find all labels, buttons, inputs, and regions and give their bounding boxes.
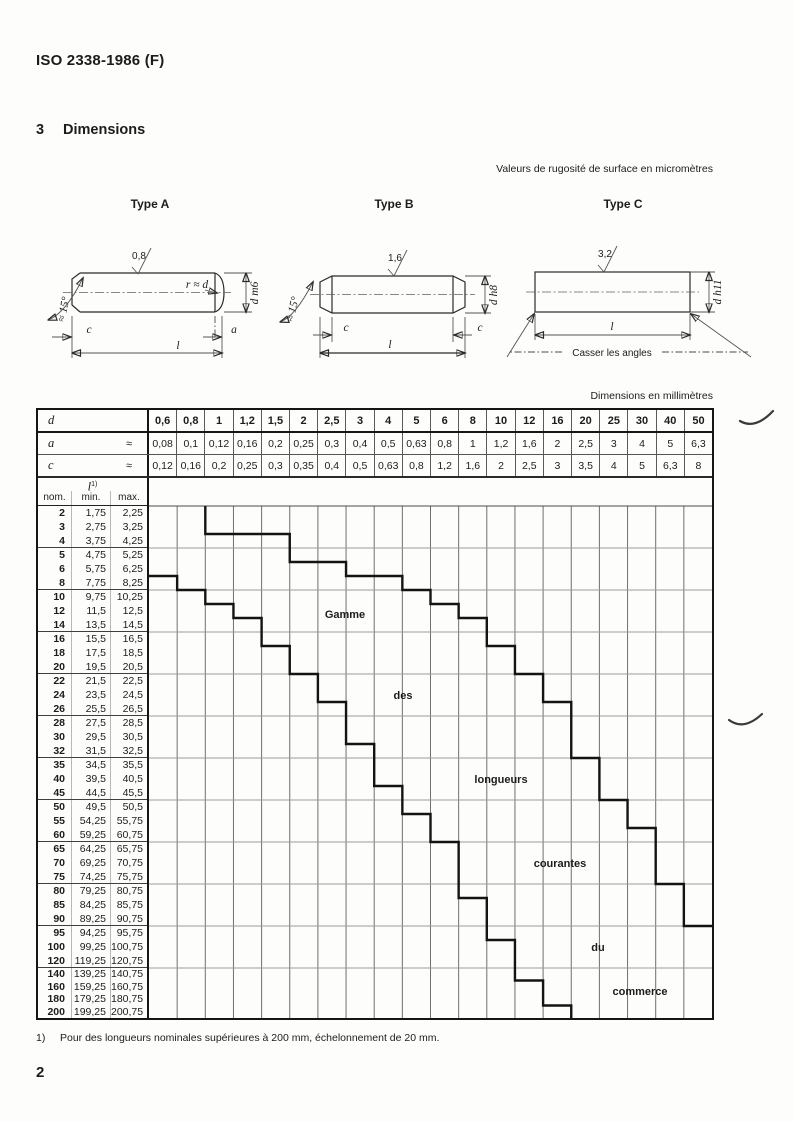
dimensions-table (36, 408, 714, 1020)
length-cell: 25,5 (71, 702, 110, 716)
length-cell: 65 (53, 843, 65, 855)
length-group (38, 884, 147, 926)
table-value-cell: 2,5 (317, 410, 345, 431)
table-value-cell: 1,6 (515, 433, 543, 454)
length-cell: 40,5 (110, 772, 147, 786)
length-cell: 3 (59, 521, 65, 533)
table-value-cell: 0,2 (261, 433, 289, 454)
table-value-cell: 16 (543, 410, 571, 431)
length-row (38, 576, 147, 590)
table-value-cell: 1,5 (261, 410, 289, 431)
length-cell: 95 (53, 927, 65, 939)
length-group (38, 506, 147, 548)
length-cell: 99,25 (71, 940, 110, 954)
length-cell: 35,5 (110, 758, 147, 772)
length-column (38, 478, 149, 1018)
corridor-label: commerce (612, 986, 668, 998)
radius-label: r ≈ d (185, 279, 209, 291)
length-cell: 120 (47, 955, 65, 967)
length-cell: 55 (53, 815, 65, 827)
length-cell: 19,5 (71, 660, 110, 674)
table-value-cell: 4 (627, 433, 655, 454)
length-cell: 90 (53, 913, 65, 925)
length-group (38, 926, 147, 968)
table-value-cell: 2 (543, 433, 571, 454)
table-value-cell: 1,2 (486, 433, 514, 454)
d-symbol: d (48, 413, 55, 427)
length-cell: 45 (53, 787, 65, 799)
table-body (38, 478, 712, 1018)
length-cell: 55,75 (110, 814, 147, 828)
table-value-cell: 4 (374, 410, 402, 431)
length-cell: 100,75 (110, 940, 147, 954)
table-value-cell: 0,25 (289, 433, 317, 454)
corridor-label: des (393, 690, 413, 702)
length-cell: 59,25 (71, 828, 110, 842)
subheader-nom: nom. (43, 492, 66, 503)
length-group (38, 590, 147, 632)
length-cell: 28,5 (110, 716, 147, 730)
margin-check-mark (727, 706, 765, 732)
table-value-cell: 5 (402, 410, 430, 431)
length-cell: 10 (53, 591, 65, 603)
table-value-cell: 40 (656, 410, 684, 431)
figure-title-type-c: Type C (603, 197, 643, 211)
length-cell: 94,25 (71, 926, 110, 940)
length-cell: 7,75 (71, 576, 110, 590)
length-cell: 30 (53, 731, 65, 743)
table-value-cell: 0,3 (261, 455, 289, 476)
table-value-cell: 0,08 (152, 437, 173, 450)
length-cell: 69,25 (71, 856, 110, 870)
length-cell: 85,75 (110, 898, 147, 912)
length-cell: 159,25 (71, 981, 110, 994)
length-cell: 5,25 (110, 548, 147, 562)
length-row (38, 744, 147, 758)
length-cell: 20 (53, 661, 65, 673)
corridor-label: longueurs (474, 774, 528, 786)
length-cell: 139,25 (71, 968, 110, 981)
length-group (38, 548, 147, 590)
table-value-cell: 5 (656, 433, 684, 454)
length-groups (38, 506, 147, 1018)
footnote-marker: 1) (36, 1032, 46, 1044)
length-cell: 95,75 (110, 926, 147, 940)
doc-reference: ISO 2338-1986 (F) (36, 52, 165, 69)
length-cell: 3,75 (71, 534, 110, 548)
length-cell: 39,5 (71, 772, 110, 786)
length-cell: 5 (59, 549, 65, 561)
length-row (38, 884, 147, 898)
length-cell: 9,75 (71, 590, 110, 604)
length-cell: 70,75 (110, 856, 147, 870)
length-cell: 140,75 (110, 968, 147, 981)
table-value-cell: 0,4 (345, 433, 373, 454)
length-cell: 4 (59, 535, 65, 547)
table-value-cell: 0,8 (402, 455, 430, 476)
table-value-cell: 1,2 (233, 410, 261, 431)
length-cell: 60 (53, 829, 65, 841)
table-value-cell: 50 (684, 410, 712, 431)
length-row (38, 646, 147, 660)
length-cell: 40 (53, 773, 65, 785)
table-value-cell: 25 (599, 410, 627, 431)
table-value-cell: 1,2 (430, 455, 458, 476)
length-cell: 31,5 (71, 744, 110, 758)
length-cell: 3,25 (110, 520, 147, 534)
table-value-cell: 8 (684, 455, 712, 476)
length-row (38, 604, 147, 618)
length-row (38, 506, 147, 520)
length-subheaders (38, 491, 147, 505)
length-row (38, 632, 147, 646)
row-label-c (38, 455, 149, 476)
length-cell: 6 (59, 563, 65, 575)
table-value-cell: 30 (627, 410, 655, 431)
length-row (38, 716, 147, 730)
length-cell: 16,5 (110, 632, 147, 646)
length-cell: 14 (53, 619, 65, 631)
length-row (38, 993, 147, 1006)
length-cell: 20,5 (110, 660, 147, 674)
length-cell: 89,25 (71, 912, 110, 926)
footnote-text: Pour des longueurs nominales supérieures à 200 mm, échelonnement de 20 mm. (60, 1032, 440, 1044)
length-row (38, 800, 147, 814)
length-cell: 11,5 (71, 604, 110, 618)
table-value-cell: 0,3 (317, 433, 345, 454)
length-cell: 179,25 (71, 993, 110, 1006)
length-cell: 54,25 (71, 814, 110, 828)
table-value-cell: 0,6 (154, 414, 171, 427)
length-cell: 8,25 (110, 576, 147, 590)
length-cell: 24 (53, 689, 65, 701)
length-row (38, 814, 147, 828)
table-value-cell: 0,12 (152, 459, 173, 472)
max-length-boundary (149, 576, 571, 1018)
length-row (38, 870, 147, 884)
length-cell: 6,25 (110, 562, 147, 576)
pin-drawing-type-b (268, 240, 508, 370)
length-cell: 74,25 (71, 870, 110, 884)
table-value-cell: 0,25 (233, 455, 261, 476)
corridor-label: du (591, 942, 605, 954)
length-cell: 35 (53, 759, 65, 771)
length-cell: 26,5 (110, 702, 147, 716)
table-value-cell: 0,5 (345, 455, 373, 476)
tolerance-label: d h11 (712, 279, 724, 305)
table-value-cell: 10 (486, 410, 514, 431)
table-value-cell: 5 (627, 455, 655, 476)
table-value-cell: 2,5 (515, 455, 543, 476)
length-cell: 14,5 (110, 618, 147, 632)
a-values-row (149, 433, 712, 454)
length-cell: 160,75 (110, 981, 147, 994)
l-symbol-header: $l^{1)}$ (87, 479, 98, 494)
length-row (38, 688, 147, 702)
table-value-cell: 4 (599, 455, 627, 476)
length-cell: 49,5 (71, 800, 110, 814)
table-value-cell: 20 (571, 410, 599, 431)
length-cell: 84,25 (71, 898, 110, 912)
length-cell: 32,5 (110, 744, 147, 758)
l-dim-label: l (610, 321, 614, 333)
length-cell: 200,75 (110, 1006, 147, 1019)
length-cell: 119,25 (71, 954, 110, 968)
roughness-value: 0,8 (132, 251, 146, 262)
edge-note-leader-right-arrow (691, 314, 751, 357)
length-column-header (38, 478, 147, 506)
table-row-d (38, 410, 712, 433)
length-cell: 17,5 (71, 646, 110, 660)
length-cell: 30,5 (110, 730, 147, 744)
row-label-a (38, 433, 149, 454)
figure-title-type-a: Type A (130, 197, 170, 211)
length-cell: 140 (47, 968, 65, 980)
length-group (38, 674, 147, 716)
length-cell: 18,5 (110, 646, 147, 660)
d-values-row (149, 410, 712, 431)
length-cell: 18 (53, 647, 65, 659)
length-row (38, 1006, 147, 1019)
table-value-cell: 0,8 (176, 410, 204, 431)
length-cell: 199,25 (71, 1006, 110, 1019)
pin-drawing-type-c (498, 233, 760, 373)
length-cell: 28 (53, 717, 65, 729)
length-cell: 79,25 (71, 884, 110, 898)
table-value-cell: 6,3 (684, 433, 712, 454)
table-row-c (38, 455, 712, 478)
table-value-cell: 1 (204, 410, 232, 431)
surface-roughness-note: Valeurs de rugosité de surface en micromètres (496, 163, 713, 175)
length-row (38, 562, 147, 576)
length-range-chart (149, 478, 712, 1018)
roughness-value: 3,2 (598, 249, 612, 260)
l-dim-label: l (176, 340, 180, 352)
length-group (38, 800, 147, 842)
length-cell: 75 (53, 871, 65, 883)
edge-note: Casser les angles (572, 348, 652, 359)
length-cell: 26 (53, 703, 65, 715)
table-value-cell: 0,2 (204, 455, 232, 476)
length-cell: 44,5 (71, 786, 110, 800)
length-group (38, 758, 147, 800)
footnote (36, 1032, 439, 1044)
length-cell: 2 (59, 507, 65, 519)
table-value-cell: 2,5 (571, 433, 599, 454)
length-cell: 24,5 (110, 688, 147, 702)
approx-symbol: ≈ (125, 459, 132, 472)
length-cell: 64,25 (71, 842, 110, 856)
length-cell: 15,5 (71, 632, 110, 646)
length-group (38, 842, 147, 884)
length-cell: 70 (53, 857, 65, 869)
table-value-cell: 0,63 (402, 433, 430, 454)
subheader-max: max. (110, 491, 147, 505)
length-group (38, 968, 147, 1018)
length-row (38, 828, 147, 842)
corridor-label: courantes (533, 858, 587, 870)
length-cell: 12,5 (110, 604, 147, 618)
section-title: Dimensions (63, 122, 146, 138)
table-value-cell: 1,6 (458, 455, 486, 476)
length-group (38, 632, 147, 674)
table-value-cell: 0,35 (289, 455, 317, 476)
length-row (38, 912, 147, 926)
c-dim-label-right: c (477, 322, 483, 334)
length-cell: 45,5 (110, 786, 147, 800)
length-row (38, 730, 147, 744)
length-cell: 50 (53, 801, 65, 813)
l-dim-label: l (388, 339, 392, 351)
length-cell: 85 (53, 899, 65, 911)
table-value-cell: 2 (486, 455, 514, 476)
length-row (38, 786, 147, 800)
length-cell: 200 (47, 1005, 65, 1018)
length-cell: 32 (53, 745, 65, 757)
edge-note-leader-left-arrow (507, 314, 534, 357)
roughness-value: 1,6 (388, 253, 402, 264)
length-cell: 29,5 (71, 730, 110, 744)
margin-check-mark (738, 406, 776, 432)
length-cell: 2,75 (71, 520, 110, 534)
length-cell: 8 (59, 577, 65, 589)
table-value-cell: 2 (289, 410, 317, 431)
table-value-cell: 0,16 (176, 455, 204, 476)
length-cell: 12 (53, 605, 65, 617)
angle-label: ≈ 15° (284, 295, 302, 323)
length-cell: 90,75 (110, 912, 147, 926)
length-row (38, 842, 147, 856)
length-group (38, 716, 147, 758)
angle-label: ≈ 15° (55, 295, 73, 323)
length-row (38, 520, 147, 534)
a-symbol: a (48, 436, 55, 450)
tolerance-label: d h8 (488, 284, 500, 306)
length-row (38, 534, 147, 548)
length-row (38, 968, 147, 981)
length-row (38, 548, 147, 562)
length-cell: 80,75 (110, 884, 147, 898)
approx-symbol: ≈ (125, 437, 132, 450)
length-row (38, 856, 147, 870)
length-cell: 13,5 (71, 618, 110, 632)
length-cell: 16 (53, 633, 65, 645)
length-row (38, 618, 147, 632)
length-cell: 22 (53, 675, 65, 687)
figure-title-type-b: Type B (374, 197, 414, 211)
table-value-cell: 8 (458, 410, 486, 431)
pin-drawing-type-a (15, 240, 265, 370)
length-cell: 50,5 (110, 800, 147, 814)
length-cell: 180,75 (110, 993, 147, 1006)
length-row (38, 758, 147, 772)
length-row (38, 954, 147, 968)
subheader-min: min. (71, 491, 110, 505)
length-cell: 100 (47, 941, 65, 953)
length-row (38, 660, 147, 674)
a-dim-label: a (231, 324, 237, 336)
length-cell: 4,25 (110, 534, 147, 548)
tolerance-label: d m6 (249, 281, 261, 305)
length-cell: 4,75 (71, 548, 110, 562)
length-row (38, 702, 147, 716)
table-value-cell: 0,1 (176, 433, 204, 454)
c-symbol: c (48, 458, 54, 472)
length-row (38, 674, 147, 688)
table-value-cell: 0,12 (204, 433, 232, 454)
table-value-cell: 3,5 (571, 455, 599, 476)
length-cell: 75,75 (110, 870, 147, 884)
length-cell: 65,75 (110, 842, 147, 856)
table-value-cell: 3 (543, 455, 571, 476)
table-value-cell: 0,16 (233, 433, 261, 454)
length-cell: 34,5 (71, 758, 110, 772)
length-cell: 180 (47, 993, 65, 1005)
length-cell: 27,5 (71, 716, 110, 730)
table-value-cell: 6 (430, 410, 458, 431)
units-note: Dimensions en millimètres (590, 390, 713, 402)
length-cell: 1,75 (71, 506, 110, 520)
length-cell: 22,5 (110, 674, 147, 688)
length-cell: 160 (47, 980, 65, 993)
page-number: 2 (36, 1064, 45, 1081)
table-value-cell: 0,4 (317, 455, 345, 476)
length-row (38, 772, 147, 786)
row-label-d (38, 410, 149, 431)
c-dim-label-left: c (343, 322, 349, 334)
length-cell: 2,25 (110, 506, 147, 520)
table-value-cell: 3 (599, 433, 627, 454)
length-cell: 5,75 (71, 562, 110, 576)
table-value-cell: 12 (515, 410, 543, 431)
table-value-cell: 6,3 (656, 455, 684, 476)
table-row-a (38, 433, 712, 455)
length-cell: 23,5 (71, 688, 110, 702)
length-cell: 21,5 (71, 674, 110, 688)
length-row (38, 940, 147, 954)
length-cell: 120,75 (110, 954, 147, 968)
table-value-cell: 0,8 (430, 433, 458, 454)
section-number: 3 (36, 122, 45, 138)
corridor-label: Gamme (324, 609, 366, 621)
length-row (38, 898, 147, 912)
section-heading (36, 122, 145, 138)
c-values-row (149, 455, 712, 476)
c-dim-label: c (86, 324, 92, 336)
table-value-cell: 1 (458, 433, 486, 454)
length-row (38, 926, 147, 940)
length-row (38, 590, 147, 604)
table-value-cell: 3 (345, 410, 373, 431)
table-value-cell: 0,63 (374, 455, 402, 476)
length-cell: 80 (53, 885, 65, 897)
table-value-cell: 0,5 (374, 433, 402, 454)
length-range-grid (149, 478, 712, 1018)
length-row (38, 981, 147, 994)
length-cell: 10,25 (110, 590, 147, 604)
length-cell: 60,75 (110, 828, 147, 842)
